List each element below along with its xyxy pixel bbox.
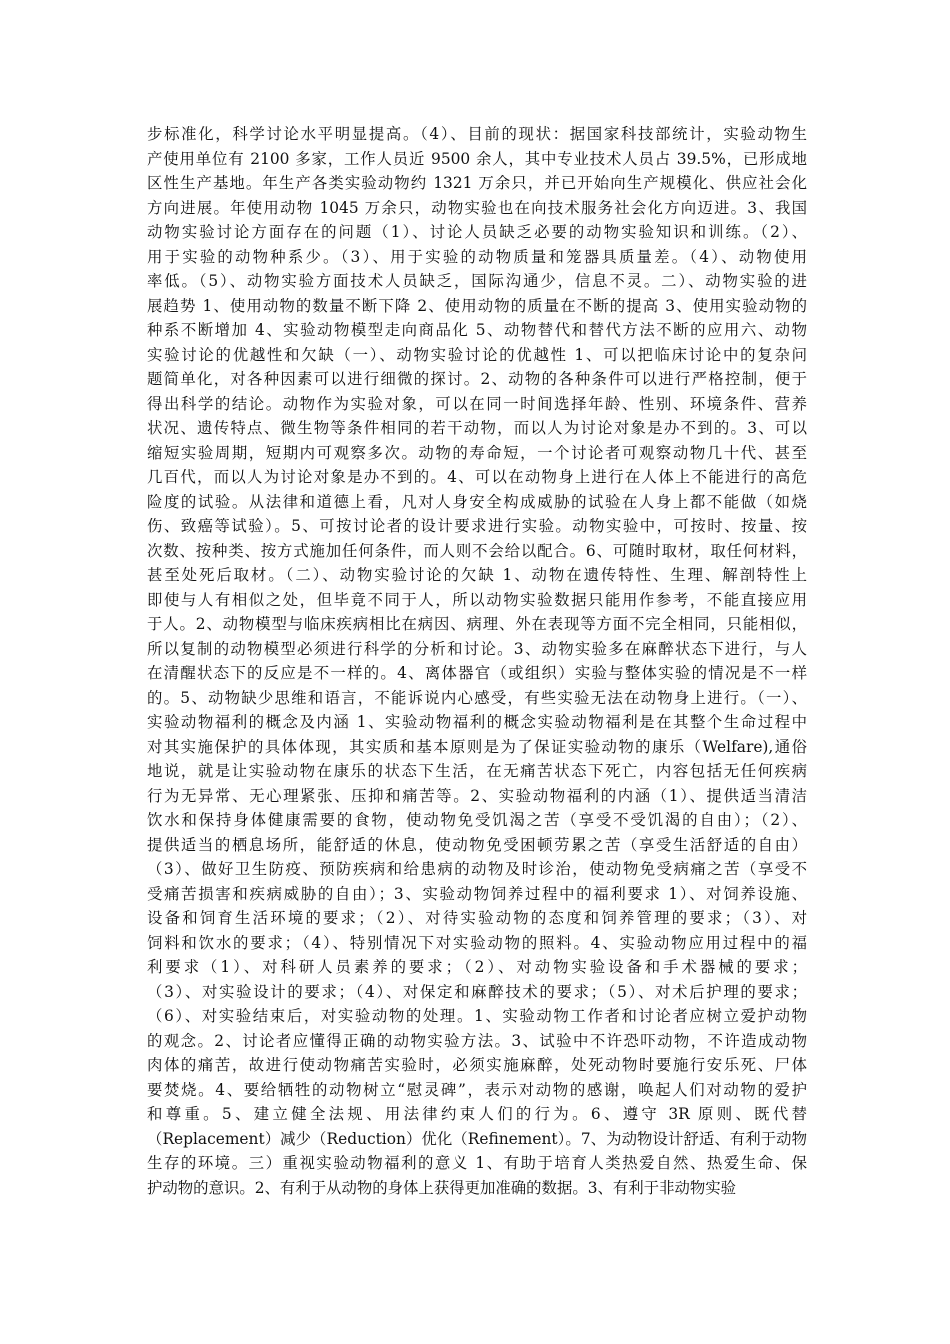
text-line: 率低。（5）、动物实验方面技术人员缺乏，国际沟通少，信息不灵。二）、动物实验的进 [147, 272, 807, 290]
text-line: 几百代，而以人为讨论对象是办不到的。4、可以在动物身上进行在人体上不能进行的高危 [147, 468, 807, 486]
text-line: 即使与人有相似之处，但毕竟不同于人，所以动物实验数据只能用作参考，不能直接应用 [147, 590, 807, 609]
text-line: 展趋势 1、使用动物的数量不断下降 2、使用动物的质量在不断的提高 3、使用实验动物的 [147, 296, 807, 315]
text-line: 的。5、动物缺少思维和语言，不能诉说内心感受，有些实验无法在动物身上进行。（一）、 [147, 688, 807, 707]
text-line: 得出科学的结论。动物作为实验对象，可以在同一时间选择年龄、性别、环境条件、营养 [147, 394, 807, 413]
text-line: 地说，就是让实验动物在康乐的状态下生活，在无痛苦状态下死亡，内容包括无任何疾病 [147, 762, 807, 780]
text-line: （3）、对实验设计的要求；（4）、对保定和麻醉技术的要求；（5）、对术后护理的要求； [147, 982, 807, 1001]
text-line: 实验讨论的优越性和欠缺（一）、动物实验讨论的优越性 1、可以把临床讨论中的复杂问 [147, 345, 807, 364]
text-line: 方向进展。年使用动物 1045 万余只，动物实验也在向技术服务社会化方向迈进。3、我国 [147, 198, 807, 217]
text-line: 步标准化，科学讨论水平明显提高。（4）、目前的现状：据国家科技部统计，实验动物生 [147, 125, 807, 143]
text-line: 饲料和饮水的要求；（4）、特别情况下对实验动物的照料。4、实验动物应用过程中的福 [147, 933, 807, 952]
text-line: 伤、致癌等试验）。5、可按讨论者的设计要求进行实验。动物实验中，可按时、按量、按 [147, 517, 807, 535]
text-line: 甚至处死后取材。（二）、动物实验讨论的欠缺 1、动物在遗传特性、生理、解剖特性上 [147, 566, 807, 584]
text-line: 的观念。2、讨论者应懂得正确的动物实验方法。3、试验中不许恐吓动物，不许造成动物 [147, 1031, 807, 1050]
text-line: 提供适当的栖息场所，能舒适的休息，使动物免受困顿劳累之苦（享受生活舒适的自由） [147, 835, 807, 854]
text-line: 所以复制的动物模型必须进行科学的分析和讨论。3、动物实验多在麻醉状态下进行，与人 [147, 639, 807, 658]
text-line: 险度的试验。从法律和道德上看，凡对人身安全构成威胁的试验在人身上都不能做（如烧 [147, 492, 807, 511]
text-line: （6）、对实验结束后，对实验动物的处理。1、实验动物工作者和讨论者应树立爱护动物 [147, 1007, 807, 1025]
text-line: 区性生产基地。年生产各类实验动物约 1321 万余只，并已开始向生产规模化、供应社会化 [147, 174, 807, 192]
text-line: 护动物的意识。2、有利于从动物的身体上获得更加准确的数据。3、有利于非动物实验 [147, 1178, 737, 1197]
text-line: 肉体的痛苦，故进行使动物痛苦实验时，必须实施麻醉，处死动物时要施行安乐死、尸体 [147, 1056, 807, 1074]
text-line: 对其实施保护的具体体现，其实质和基本原则是为了保证实验动物的康乐（Welfare),通俗 [147, 737, 807, 756]
text-line: 行为无异常、无心理紧张、压抑和痛苦等。2、实验动物福利的内涵（1）、提供适当清洁 [147, 786, 807, 805]
text-line: 利要求（1）、对科研人员素养的要求；（2）、对动物实验设备和手术器械的要求； [147, 958, 807, 976]
text-line: 用于实验的动物种系少。（3）、用于实验的动物质量和笼器具质量差。（4）、动物使用 [147, 247, 807, 266]
text-line: 生存的环境。三）重视实验动物福利的意义 1、有助于培育人类热爱自然、热爱生命、保 [147, 1154, 807, 1172]
text-line: 缩短实验周期，短期内可观察多次。动物的寿命短，一个讨论者可观察动物几十代、甚至 [147, 443, 807, 462]
text-line: 状况、遗传特点、微生物等条件相同的若干动物，而以人为讨论对象是办不到的。3、可以 [147, 419, 807, 437]
text-line: 动物实验讨论方面存在的问题（1）、讨论人员缺乏必要的动物实验知识和训练。（2）、 [147, 223, 807, 241]
text-line: 饮水和保持身体健康需要的食物，使动物免受饥渴之苦（享受不受饥渴的自由）；（2）、 [147, 811, 807, 829]
text-line: （3）、做好卫生防疫、预防疾病和给患病的动物及时诊治，使动物免受病痛之苦（享受不 [147, 860, 807, 878]
text-line: 设备和饲育生活环境的要求；（2）、对待实验动物的态度和饲养管理的要求；（3）、对 [147, 909, 807, 927]
text-line: 产使用单位有 2100 多家，工作人员近 9500 余人，其中专业技术人员占 39.5%，已形成地 [147, 149, 807, 168]
text-line: 在清醒状态下的反应是不一样的。4、离体器官（或组织）实验与整体实验的情况是不一样 [147, 664, 807, 682]
text-line: 次数、按种类、按方式施加任何条件，而人则不会给以配合。6、可随时取材，取任何材料， [147, 541, 807, 560]
text-line: 受痛苦损害和疾病威胁的自由）；3、实验动物饲养过程中的福利要求 1）、对饲养设施、 [147, 884, 807, 903]
body-text [147, 122, 807, 1200]
text-line: 和尊重。5、建立健全法规、用法律约束人们的行为。6、遵守 3R 原则、既代替 [147, 1105, 807, 1123]
text-line: 种系不断增加 4、实验动物模型走向商品化 5、动物替代和替代方法不断的应用六、动物 [147, 321, 807, 339]
text-line: 要焚烧。4、要给牺牲的动物树立“慰灵碑”，表示对动物的感谢，唤起人们对动物的爱护 [147, 1080, 807, 1099]
text-line: 题简单化，对各种因素可以进行细微的探讨。2、动物的各种条件可以进行严格控制，便于 [147, 370, 807, 388]
text-line: 实验动物福利的概念及内涵 1、实验动物福利的概念实验动物福利是在其整个生命过程中 [147, 713, 807, 731]
text-line: 于人。2、动物模型与临床疾病相比在病因、病理、外在表现等方面不完全相同，只能相似， [147, 615, 807, 633]
text-line: （Replacement）减少（Reduction）优化（Refinement）。7、为动物设计舒适、有利于动物 [147, 1129, 807, 1148]
